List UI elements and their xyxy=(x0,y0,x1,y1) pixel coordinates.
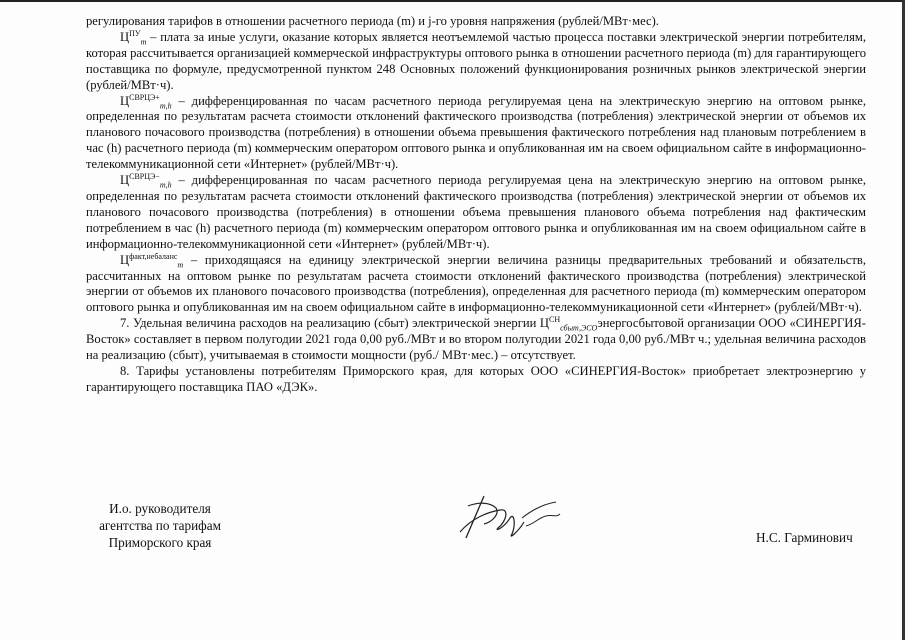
formula-symbol: $Ц^{СН}_{сбыт,ЭСО}$ xyxy=(539,315,598,333)
signatory-name: Н.С. Гарминович xyxy=(756,530,853,545)
paragraph-item-7: 7. Удельная величина расходов на реализацию (сбыт) электрической энергии $Ц^{СН}_{сбыт,ЭСО}энергосбытовой$ организации ООО «СИНЕРГИЯ-Восток» составляет в первом полугодии 2021 года 0,00 руб./МВт и во втором полугодии 2021 года 0,00 руб./МВт ч.; удельная величина расходов на реализацию (сбыт), учитываемая в стоимости мощности (руб./ МВт·мес.) – отсутствует. xyxy=(86,315,866,363)
formula-symbol: $Ц^{ПУ}_m$ xyxy=(120,28,147,47)
paragraph-other-services-fee: $Ц^{ПУ}_m$ – плата за иные услуги, оказание которых является неотъемлемой частью процесса поставки электрической энергии потребителям, которая рассчитывается организацией коммерческой инфраструктуры оптового рынка в отношении расчетного периода (m) для гарантирующего поставщика по формуле, предусмотренной пунктом 248 Основных положений функционирования розничных рынков электрической энергии (рублей/МВт·ч). xyxy=(86,28,866,92)
paragraph-price-plus: $Ц^{СВРЦЭ+}_{m,h}$ – дифференцированная по часам расчетного периода регулируемая цена на электрическую энергию на оптовом рынке, определенная по результатам расчета стоимости отклонений фактического производства (потребления) электрической энергии от объемов их планового почасового производства (потребления) в отношении объема превышения фактического потребления над плановым потреблением в час (h) расчетного периода (m) коммерческим оператором оптового рынка и опубликованная им на своем официальном сайте в информационно-телекоммуникационной сети «Интернет» (рублей/МВт·ч). xyxy=(86,92,866,172)
paragraph-item-8: 8. Тарифы установлены потребителям Приморского края, для которых ООО «СИНЕРГИЯ-Восток» приобретает электроэнергию у гарантирующего поставщика ПАО «ДЭК». xyxy=(86,363,866,394)
formula-symbol: $Ц^{факт,небаланс}_m$ xyxy=(120,251,184,270)
signatory-title: И.о. руководителя агентства по тарифам Приморского края xyxy=(99,501,221,550)
scan-edge-top xyxy=(0,0,905,2)
handwritten-signature xyxy=(448,488,578,548)
formula-symbol: $Ц^{СВРЦЭ+}_{m,h}$ xyxy=(120,92,172,111)
paragraph-imbalance: $Ц^{факт,небаланс}_m$ – приходящаяся на единицу электрической энергии величина разницы предварительных требований и обязательств, рассчитанных на оптовом рынке по результатам расчета стоимости отклонений фактического производства (потребления) электрической энергии от объемов их планового почасового производства (потребления), определенная для расчетного периода (m) коммерческим оператором оптового рынка и опубликованная им на своем официальном сайте в информационно-телекоммуникационной сети «Интернет» (рублей/МВт·ч). xyxy=(86,251,866,315)
paragraph-price-minus: $Ц^{СВРЦЭ-}_{m,h}$ – дифференцированная по часам расчетного периода регулируемая цена на электрическую энергию на оптовом рынке, определенная по результатам расчета стоимости отклонений фактического производства (потребления) электрической энергии от объемов их планового почасового производства (потребления) в отношении объема превышения планового объема потребления над фактическим потреблением в час (h) расчетного периода (m) коммерческим оператором оптового рынка и опубликованная им на своем официальном сайте в информационно-телекоммуникационной сети «Интернет» (рублей/МВт·ч). xyxy=(86,171,866,251)
formula-symbol: $Ц^{СВРЦЭ-}_{m,h}$ xyxy=(120,171,172,190)
paragraph-continuation: регулирования тарифов в отношении расчетного периода (m) и j-го уровня напряжения (рублей/МВт·мес). xyxy=(86,14,659,28)
document-body xyxy=(86,14,866,396)
